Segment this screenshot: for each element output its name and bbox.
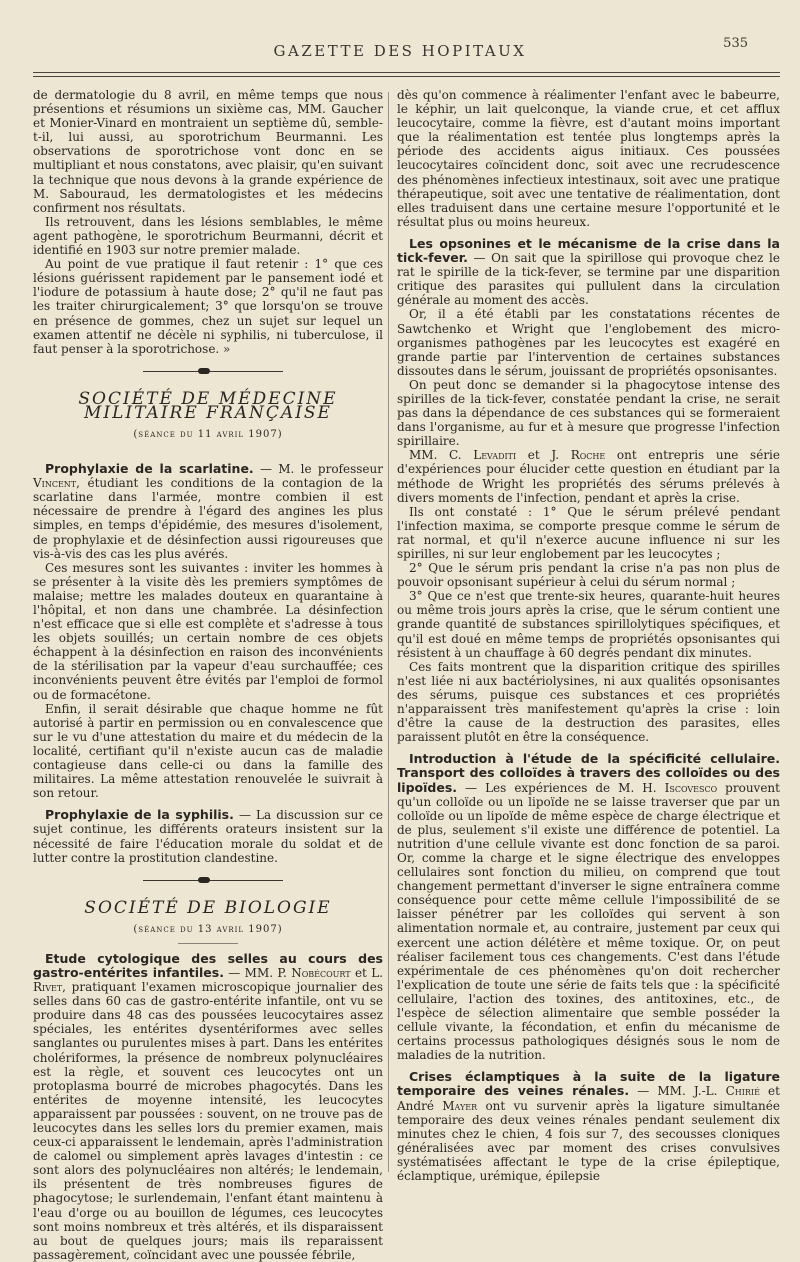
article-syphilis: Prophylaxie de la syphilis. — La discussion sur ce sujet continue, les différents orateurs insistent sur la nécessité de faire l'éducation morale du soldat et de lutter contre la prostitution clandestine. xyxy=(33,807,384,865)
society-heading-biology: SOCIÉTÉ DE BIOLOGIE xyxy=(84,897,332,918)
author-name: Iscovesco xyxy=(664,780,718,795)
article-title: Introduction à l'étude de la spécificité cellulaire. Transport des colloïdes à travers des colloïdes ou des lipoïdes. xyxy=(397,751,780,795)
column-divider xyxy=(388,92,389,1172)
journal-title: GAZETTE DES HOPITAUX xyxy=(273,42,527,60)
author-name: Levaditi xyxy=(473,448,517,463)
article-title: Etude cytologique des selles au cours des gastro-entérites infantiles. xyxy=(33,950,383,980)
author-name: Chirié xyxy=(725,1084,760,1099)
right-column xyxy=(397,88,780,1183)
author-name: Rivet xyxy=(33,980,63,995)
article-title: Crises éclamptiques à la suite de la ligature temporaire des veines rénales. xyxy=(397,1069,780,1099)
article-title: Prophylaxie de la scarlatine. xyxy=(45,461,254,477)
paragraph: Ces faits montrent que la disparition critique des spirilles n'est liée ni aux bactériolysines, ni aux qualités opsonisantes des sérums, puisque ces substances et ces propriétés n'apparaissent très manifestement qu'après la crise : loin d'être la cause de la destruction des parasites, elles paraissent plutôt en être la conséquence. xyxy=(397,659,780,745)
paragraph: de dermatologie du 8 avril, en même temps que nous présentions et résumions un sixième cas, MM. Gaucher et Monier-Vinard en montraient un septième dû, semble-t-il, lui aussi, au sporotrichum Beurmanni. Les observations de sporotrichose vont donc en se multipliant et nous constatons, avec plaisir, qu'en suivant la technique que nous devons à la grande expérience de M. Sabouraud, les dermatologistes et les médecins confirment nos résultats. xyxy=(33,88,383,215)
article-title: Les opsonines et le mécanisme de la crise dans la tick-fever. xyxy=(397,235,780,266)
paragraph: MM. C. Levaditi et J. Roche ont entrepris une série d'expériences pour élucider cette question en étudiant par la méthode de Wright les propriétés des sérums prélevés à divers moments de l'infection, pendant et après la crise. xyxy=(397,448,780,505)
author-name: Vincent xyxy=(33,476,77,491)
paragraph: Enfin, il serait désirable que chaque homme ne fût autorisé à partir en permission ou en convalescence que sur le vu d'une attestation du maire et du médecin de la localité, certifiant qu'il n'existe aucun cas de maladie contagieuse dans celle-ci ou dans la famille des militaires. La même attestation renouvelée le suivrait à son retour. xyxy=(33,701,383,801)
article-eclampsie: Crises éclamptiques à la suite de la ligature temporaire des veines rénales. — MM. J.-L. Chirié et André Mayer ont vu survenir après la ligature simultanée temporaire des deux veines rénales pendant seulement dix minutes chez le chien, 4 fois sur 7, des secousses cloniques généralisées avec par moment des crises convulsives systématisées affectant le type de la crise épileptique, éclamptique, urémique, épilepsie xyxy=(397,1069,780,1184)
page-number: 535 xyxy=(723,36,748,51)
paragraph: Or, il a été établi par les constatations récentes de Sawtchenko et Wright que l'englobement des micro-organismes pathogènes par les leucocytes est exagéré en grande partie par l'intervention de certaines substances dissoutes dans le sérum, jouissant de propriétés opsonisantes. xyxy=(397,307,780,378)
paragraph: Ces mesures sont les suivantes : inviter les hommes à se présenter à la visite dès les premiers symptômes de malaise; mettre les malades douteux en quarantaine à l'hôpital, et non dans une chambrée. La désinfection n'est efficace que si elle est complète et s'adresse à tous les objets souillés; un certain nombre de ces objets échappent à la désinfection en raison des inconvénients de la stérilisation par la vapeur d'eau surchauffée; ces inconvénients peuvent être évités par l'emploi de formol ou de formacétone. xyxy=(33,560,383,702)
paragraph: 3° Que ce n'est que trente-six heures, quarante-huit heures ou même trois jours après la crise, que le sérum contient une grande quantité de substances spirillolytiques spécifiques, et qu'il est doué en même temps de propriétés opsonisantes qui résistent à un chauffage à 60 degrés pendant dix minutes. xyxy=(397,589,780,660)
left-column xyxy=(33,88,383,1262)
article-specificite: Introduction à l'étude de la spécificité cellulaire. Transport des colloïdes à travers des colloïdes ou des lipoïdes. — Les expériences de M. H. Iscovesco prouvent qu'un colloïde ou un lipoïde ne se laisse traverser que par un colloïde ou un lipoïde de même espèce de charge électrique et de plus, seulement s'il existe une différence de potentiel. La nutrition d'une cellule vivante est donc fonction de sa paroi. Or, comme la charge et le signe électrique des enveloppes cellulaires sont fonction du milieu, on comprend que tout changement permettant d'inverser le signe entraînera comme conséquence pour cette même cellule l'impossibilité de se laisser pénétrer par les colloïdes qui servent à son alimentation normale et, au contraire, justement par ceux qui exercent une action délétère et même toxique. Or, on peut réaliser facilement tous ces changements. C'est dans l'étude expérimentale de ces phénomènes qu'on doit rechercher l'explication de toute une série de faits tels que : la spécificité cellulaire, l'action des toxines, des antitoxines, etc., de l'espèce de sélection alimentaire que semble posséder la cellule vivante, la fécondation, et enfin du mécanisme de certains processus pathologiques désignés sous le nom de maladies de la nutrition. xyxy=(397,751,780,1063)
short-rule xyxy=(178,943,238,944)
seance-date: (séance du 13 avril 1907) xyxy=(133,923,283,935)
article-selles: Etude cytologique des selles au cours des gastro-entérites infantiles. — MM. P. Nobécourt et L. Rivet, pratiquant l'examen microscopique journalier des selles dans 60 cas de gastro-entérite infantile, ont vu se produire dans 48 cas des poussées leucocytaires assez spéciales, les entérites dysentériformes avec selles sanglantes ou purulentes mises à part. Dans les entérites cholériformes, la présence de nombreux polynucléaires est la règle, et souvent ces leucocytes ont un protoplasma bourré de microbes phagocytés. Dans les entérites de moyenne intensité, les leucocytes apparaissent par poussées : souvent, on ne trouve pas de leucocytes dans les selles lors du premier examen, mais ceux-ci apparaissent le lendemain, après l'administration de calomel ou simplement après lavages d'intestin : ce sont alors des polynucléaires non altérés; le lendemain, ils présentent de très nombreuses figures de phagocytose; le surlendemain, l'enfant étant maintenu à l'eau d'orge ou au bouillon de légumes, ces leucocytes sont moins nombreux et très altérés, et ils disparaissent au bout de quelques jours; mais ils reparaissent passagèrement, coïncidant avec une poussée fébrile, xyxy=(33,950,383,1262)
seance-date: (séance du 11 avril 1907) xyxy=(133,428,283,440)
author-name: Roche xyxy=(570,448,606,463)
header-rule-bottom xyxy=(33,76,780,77)
paragraph: Ils retrouvent, dans les lésions semblables, le même agent pathogène, le sporotrichum Beurmanni, décrit et identifié en 1903 sur notre premier malade. xyxy=(33,214,383,258)
article-scarlatine: Prophylaxie de la scarlatine. — M. le professeur Vincent, étudiant les conditions de la contagion de la scarlatine dans l'armée, montre combien il est nécessaire de prendre à l'égard des angines les plus simples, en temps d'épidémie, des mesures d'isolement, de prophylaxie et de désinfection aussi rigoureuses que vis-à-vis des cas les plus avérés. xyxy=(33,461,383,561)
paragraph: 2° Que le sérum pris pendant la crise n'a pas non plus de pouvoir opsonisant supérieur à celui du sérum normal ; xyxy=(397,561,780,590)
header-rule-top xyxy=(33,72,780,73)
article-title: Prophylaxie de la syphilis. xyxy=(45,807,234,823)
paragraph: Au point de vue pratique il faut retenir : 1° que ces lésions guérissent rapidement par le pansement iodé et l'iodure de potassium à haute dose; 2° qu'il ne faut pas les traiter chirurgicalement; 3° que lorsqu'on se trouve en présence de gommes, chez un sujet sur lequel un examen attentif ne décèle ni syphilis, ni tuberculose, il faut penser à la sporotrichose. » xyxy=(33,257,383,356)
society-heading-military: SOCIÉTÉ DE MÉDECINE MILITAIRE FRANÇAISE xyxy=(78,388,338,423)
page-header xyxy=(0,0,800,80)
author-name: Nobécourt xyxy=(291,965,351,980)
ornament-divider xyxy=(33,362,383,382)
paragraph: Ils ont constaté : 1° Que le sérum prélevé pendant l'infection maxima, se comporte presque comme le sérum de rat normal, et qu'il n'exerce aucune influence ni sur les spirilles, ni sur leur englobement par les leucocytes ; xyxy=(397,504,780,561)
paragraph: On peut donc se demander si la phagocytose intense des spirilles de la tick-fever, constatée pendant la crise, ne serait pas dans la dépendance de ces substances qui se formeraient dans l'organisme, au fur et à mesure que progresse l'infection spirillaire. xyxy=(397,377,780,449)
author-name: Mayer xyxy=(442,1098,478,1113)
article-opsonines: Les opsonines et le mécanisme de la crise dans la tick-fever. — On sait que la spirillose qui provoque chez le rat le spirille de la tick-fever, se termine par une disparition critique des parasites qui pullulent dans la circulation générale au moment des accès. xyxy=(397,235,780,308)
ornament-divider xyxy=(33,871,383,891)
paragraph: dès qu'on commence à réalimenter l'enfant avec le babeurre, le képhir, un lait quelconque, la viande crue, et cet afflux leucocytaire, comme la fièvre, est d'autant moins important que la réalimentation est tentée plus longtemps après la période des accidents aigus initiaux. Ces poussées leucocytaires coïncident donc, soit avec une recrudescence des phénomènes infectieux intestinaux, soit avec une pratique thérapeutique, soit avec une tentative de réalimentation, dont elles traduisent dans une certaine mesure l'opportunité et le résultat plus ou moins heureux. xyxy=(397,88,780,229)
